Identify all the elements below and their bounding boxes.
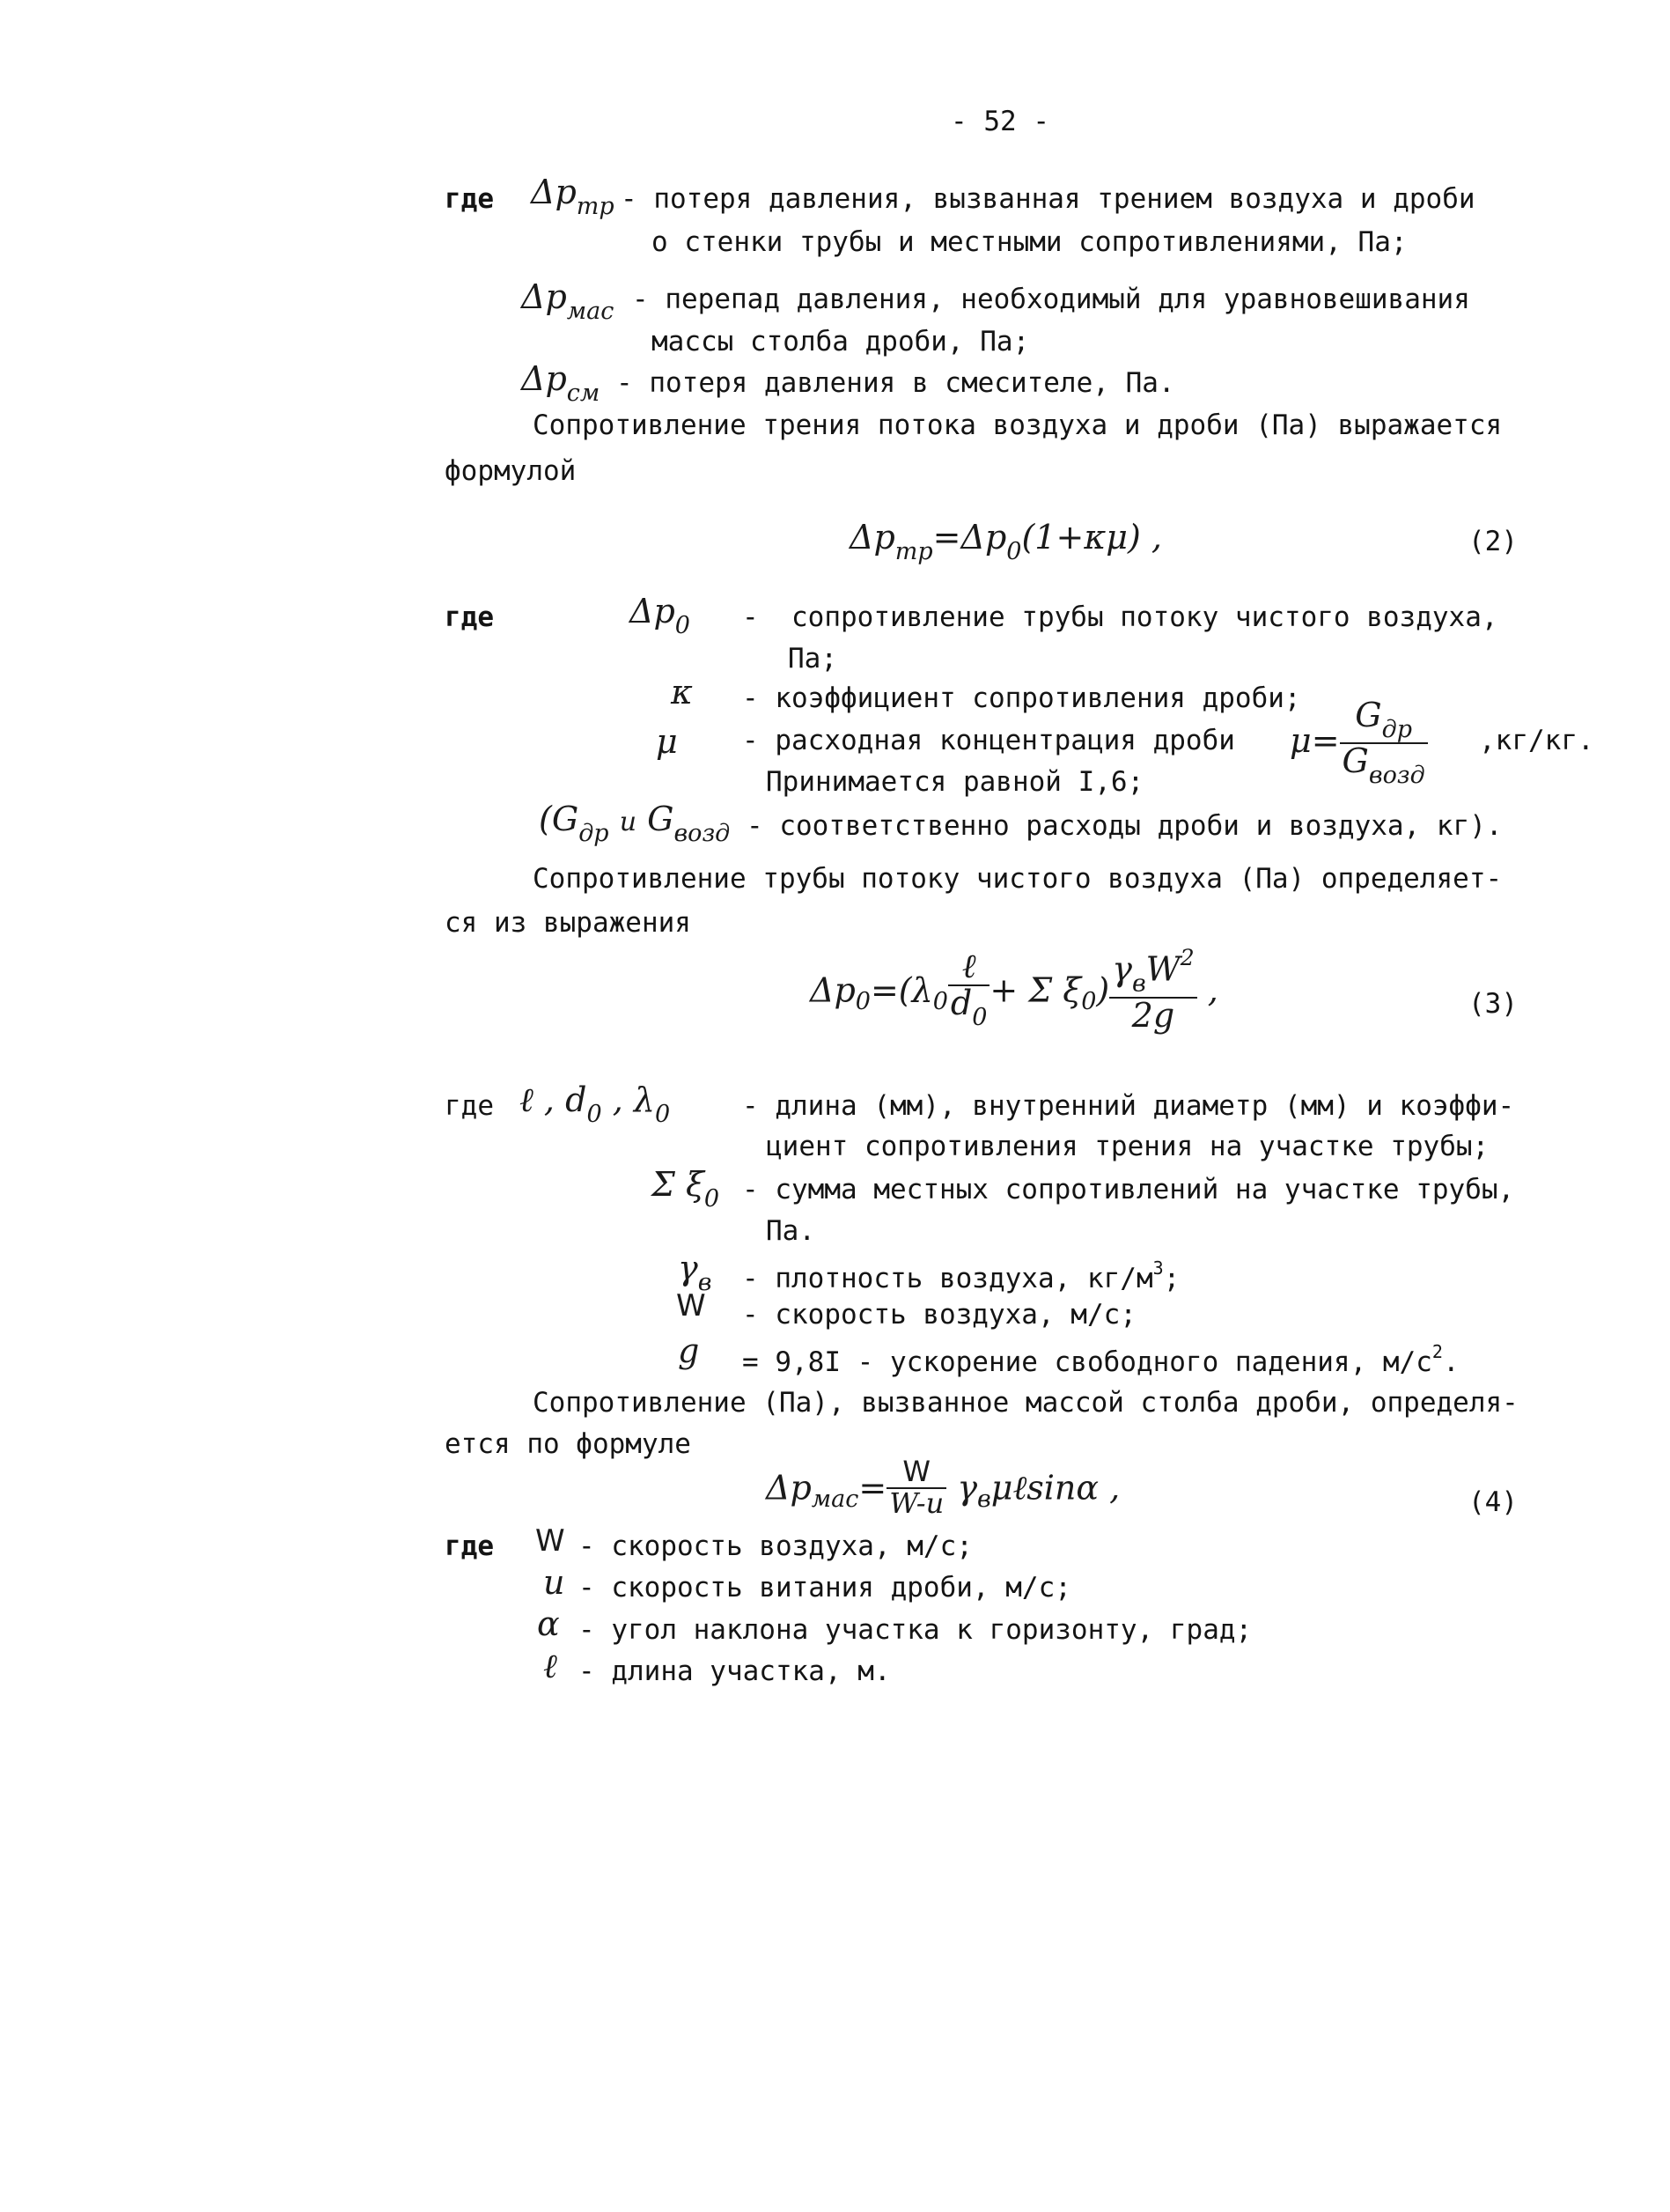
def-text: коэффициент сопротивления дроби; [775,682,1301,714]
gamma-letter: γ [1112,949,1132,989]
dash: - [747,810,763,842]
paragraph-clean-air-line1: Сопротивление трубы потоку чистого воздуха (Па) определяет- [533,863,1503,895]
def-l-d-lambda-line2: циент сопротивления трения на участке трубы; [766,1131,1490,1162]
dash: - [621,183,637,215]
eq-lhs-sub: 0 [855,988,871,1016]
def-g-pair [747,810,1503,842]
superscript: 3 [1152,1257,1164,1279]
paragraph-friction-line1: Сопротивление трения потока воздуха и дроби (Па) выражается [533,409,1503,441]
G-letter: G [1342,741,1369,781]
lambda-sub: 0 [932,988,948,1016]
d-sub: 0 [972,1004,988,1032]
paragraph-clean-air-line2: ся из выражения [445,907,691,939]
dash: - [632,284,649,315]
equation-4 [766,1457,1120,1518]
dash: - [742,1263,759,1294]
symbol-sum-xi [651,1165,719,1213]
xi-sub: 0 [1081,988,1097,1016]
symbol-text: Δp [521,277,567,316]
symbol-l-d-lambda [519,1080,670,1128]
paragraph-friction-line2: формулой [445,455,577,487]
equation-4-number: (4) [1468,1486,1518,1518]
fraction-numerator [1340,698,1428,744]
fraction-numerator: ℓ [948,949,990,986]
eq-paren: (1+κμ) , [1021,518,1162,557]
lambda-sub: 0 [655,1101,671,1129]
eq-sign: = [932,518,961,557]
def-g [742,1341,1460,1378]
w-over-w-minus-u-fraction [886,1457,946,1518]
symbol-delta-p-tr [531,173,614,220]
def-mu-line2: Принимается равной I,6; [766,766,1144,798]
fraction-denominator [1340,741,1428,790]
eq-lhs-sub: мас [811,1486,859,1514]
subscript: 0 [674,612,690,640]
def-mu-line1 [742,725,1235,756]
comma-sep: , [612,1080,623,1119]
symbol-l: ℓ [543,1647,557,1685]
def-sum-xi-line1 [742,1174,1514,1206]
gamma-sub: в [1131,970,1146,998]
sub-vozd: возд [673,820,731,848]
G-letter: G [647,800,674,838]
def-text: сумма местных сопротивлений на участке трубы, [775,1174,1515,1206]
end-punct: . [1442,1346,1460,1378]
sub-dr: др [578,820,609,848]
def-text: длина (мм), внутренний диаметр (мм) и коэффи- [775,1090,1515,1122]
def-delta-p0-line1 [742,601,1498,633]
gamma-sub: в [697,1269,712,1297]
dash: - [742,725,759,756]
symbol-W-eq4: W [535,1523,565,1559]
where-label-3: где [445,1090,494,1122]
d-sub: 0 [586,1101,602,1129]
def-text: перепад давления, необходимый для уравновешивания [665,284,1470,315]
eq-sign: = [742,1346,759,1378]
def-text: плотность воздуха, кг/м [775,1263,1153,1294]
open-paren: ( [539,800,552,838]
conjunction: и [619,807,637,837]
W-sup: 2 [1180,945,1195,970]
dash: - [742,601,759,633]
symbol-alpha: α [537,1604,560,1643]
symbol-text: Δp [521,359,567,398]
symbol-delta-p-sm [521,359,600,407]
equation-3 [810,947,1218,1034]
def-W [742,1299,1137,1331]
comma-sep: , [543,1080,555,1119]
eq-open: =(λ [870,970,933,1010]
sum-xi-text: Σ ξ [651,1165,704,1204]
subscript: мас [566,298,614,326]
def-gamma [742,1257,1180,1294]
symbol-g: g [678,1331,700,1370]
equation-2 [850,518,1162,565]
page-number: - 52 - [951,106,1049,137]
def-text: скорость воздуха, м/с; [775,1299,1137,1331]
gamma-w2-over-2g-fraction [1109,947,1196,1034]
eq-lhs: Δp [810,970,856,1010]
def-delta-p-tr-line1 [621,183,1475,215]
d-letter: d [565,1080,587,1119]
def-text: 9,8I - ускорение свободного падения, м/с [775,1346,1432,1378]
superscript: 2 [1431,1341,1443,1362]
gamma-letter: γ [957,1468,978,1508]
mu-eq: μ= [1290,720,1340,760]
eq-rhs-sub: 0 [1006,538,1022,566]
lambda-letter: λ [633,1080,655,1119]
dash: - [742,1174,759,1206]
subscript: тр [576,193,614,221]
symbol-delta-p-mas [521,277,614,325]
where-label-1: где [445,183,494,215]
trailing-comma: , [1207,970,1218,1010]
dash: - [742,682,759,714]
W-letter: W [1145,949,1181,989]
eq-lhs: Δp [766,1468,812,1508]
eq-tail: μℓsinα , [990,1468,1121,1508]
dash: - [616,367,633,399]
gamma-sub: в [977,1486,991,1514]
symbol-g-pair [539,800,730,847]
symbol-kappa: κ [671,673,693,712]
def-delta-p-mas-line1 [632,284,1470,315]
eq-sign: = [858,1468,887,1508]
def-u: - скорость витания дроби, м/с; [578,1572,1071,1604]
def-delta-p-sm [616,367,1175,399]
paragraph-mass-line1: Сопротивление (Па), вызванное массой столба дроби, определя- [533,1387,1519,1419]
symbol-W: W [676,1288,706,1324]
symbol-mu: μ [656,722,678,761]
paragraph-mass-line2: ется по формуле [445,1428,691,1460]
mu-formula [1290,698,1428,789]
subscript: см [566,380,600,408]
dash: - [742,1090,759,1122]
where-label-4: где [445,1530,494,1562]
sub-vozd: возд [1368,762,1425,790]
def-text: расходная концентрация дроби [775,725,1235,756]
def-text: потеря давления, вызванная трением воздуха и дроби [653,183,1475,215]
eq-lhs: Δp [850,518,895,557]
equation-2-number: (2) [1468,526,1518,557]
mu-fraction [1340,698,1428,789]
plus-sum: + Σ ξ [989,970,1082,1010]
def-l-d-lambda-line1 [742,1090,1514,1122]
def-alpha: - угол наклона участка к горизонту, град; [578,1614,1253,1646]
symbol-text: Δp [531,173,577,211]
where-label-2: где [445,601,494,633]
symbol-text: Δp [629,592,675,630]
G-letter: G [551,800,579,838]
sub-dr: др [1381,716,1413,744]
eq-lhs-sub: тр [894,538,933,566]
fraction-denominator [948,986,990,1030]
def-l: - длина участка, м. [578,1655,891,1687]
equation-3-number: (3) [1468,988,1518,1020]
def-kappa [742,682,1301,714]
G-letter: G [1355,696,1382,734]
l-letter: ℓ [519,1080,533,1119]
xi-sub: 0 [703,1185,720,1213]
d-letter: d [950,984,973,1023]
end-punct: ; [1163,1263,1181,1294]
def-delta-p-tr-line2: о стенки трубы и местными сопротивлениями, Па; [651,226,1408,258]
def-sum-xi-line2: Па. [766,1215,815,1247]
def-W-eq4: - скорость воздуха, м/с; [578,1530,973,1562]
def-text: сопротивление трубы потоку чистого воздуха, [791,601,1498,633]
dash: - [742,1299,759,1331]
symbol-delta-p0 [629,592,690,639]
def-delta-p-mas-line2: массы столба дроби, Па; [651,326,1030,358]
fraction-numerator: W [886,1457,946,1489]
eq-rhs: Δp [960,518,1007,557]
fraction-denominator: W-u [889,1486,945,1520]
fraction-denominator: 2g [1131,995,1175,1035]
def-delta-p0-line2: Па; [788,643,837,675]
def-text: соответственно расходы дроби и воздуха, кг). [779,810,1503,842]
l-over-d-fraction [948,949,990,1030]
close-paren: ) [1096,970,1110,1010]
gamma-letter: γ [678,1249,698,1287]
def-text: потеря давления в смесителе, Па. [649,367,1175,399]
mu-unit: ,кг/кг. [1479,725,1594,756]
symbol-u: u [543,1563,565,1602]
fraction-numerator [1109,947,1196,999]
